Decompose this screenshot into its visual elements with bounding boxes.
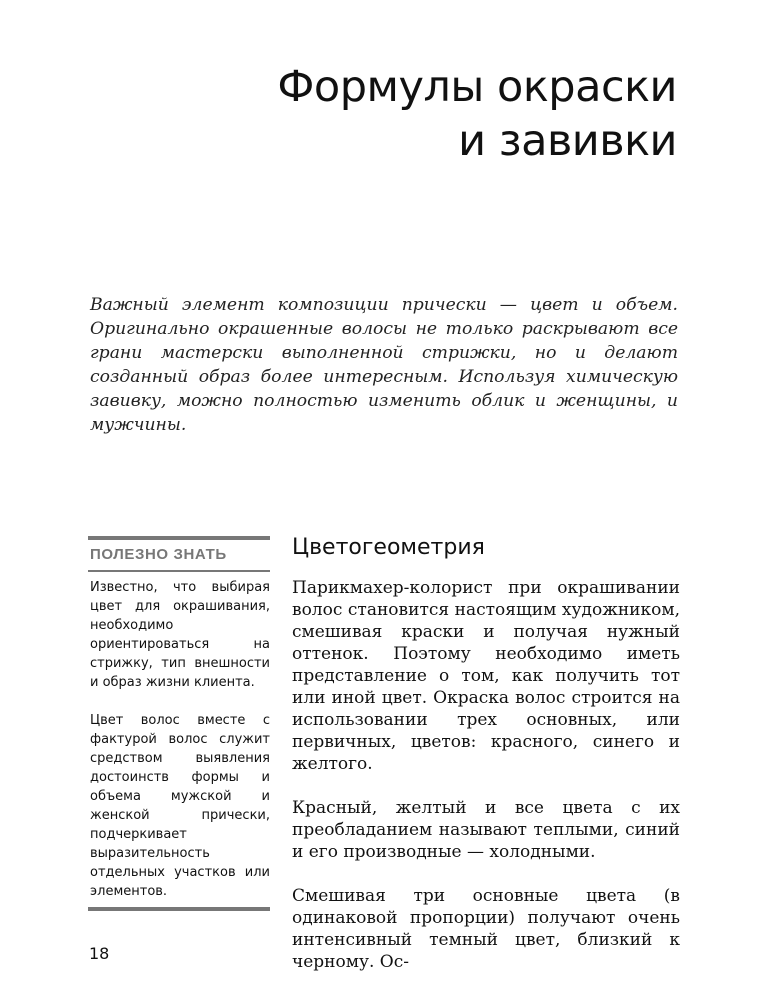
- sidebar-paragraph-1: Известно, что выбирая цвет для окрашивания, необходимо ориентироваться на стрижку, тип внешности и образ жизни клиента.: [90, 580, 270, 690]
- chapter-title: [277, 60, 677, 168]
- page-number: 18: [89, 944, 110, 963]
- sidebar-heading-rule: [88, 570, 270, 572]
- sidebar-bottom-rule: [88, 907, 270, 911]
- section-paragraph-2: Красный, желтый и все цвета с их преобладанием называют теплыми, синий и его производные — холодными.: [292, 798, 680, 862]
- section-paragraph-1: Парикмахер-колорист при окрашивании волос становится настоящим художником, смешивая краски и получая нужный оттенок. Поэтому необходимо иметь представление о том, как получить тот или иной цвет. Окраска волос строится на использовании трех основных, или первичных, цветов: красного, синего и желтого.: [292, 578, 680, 774]
- section-color-geometry: [292, 533, 680, 973]
- sidebar-heading: ПОЛЕЗНО ЗНАТЬ: [90, 546, 227, 563]
- sidebar-top-rule: [88, 536, 270, 540]
- section-heading: Цветогеометрия: [292, 535, 485, 560]
- sidebar-useful-to-know: [88, 536, 270, 911]
- chapter-title-line-1: Формулы окраски: [277, 62, 677, 112]
- sidebar-paragraph-2: Цвет волос вместе с фактурой волос служит средством выявления достоинств формы и объема мужской и женской прически, подчеркивает выразительность отдельных участков или элементов.: [90, 713, 270, 899]
- chapter-title-line-2: и завивки: [458, 116, 677, 166]
- intro-paragraph: Важный элемент композиции прически — цвет и объем. Оригинально окрашенные волосы не только раскрывают все грани мастерски выполненной стрижки, но и делают созданный образ более интересным. Используя химическую завивку, можно полностью изменить облик и женщины, и мужчины.: [90, 295, 678, 435]
- section-paragraph-3: Смешивая три основные цвета (в одинаковой пропорции) получают очень интенсивный темный цвет, близкий к черному. Ос-: [292, 886, 680, 972]
